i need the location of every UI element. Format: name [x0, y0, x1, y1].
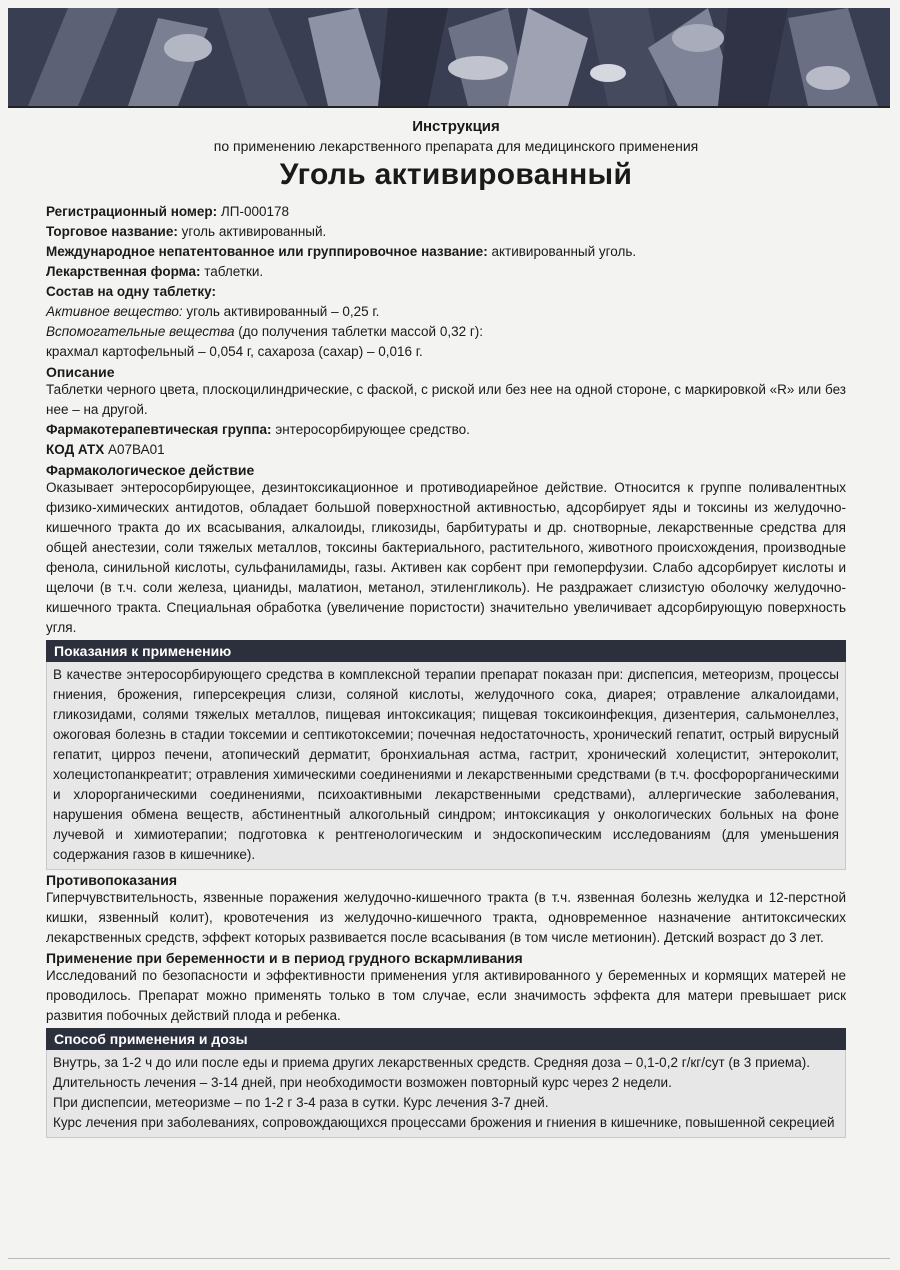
pregnancy-text: Исследований по безопасности и эффективности применения угля активированного у беременных и кормящих матерей не проводилось. Препарат можно применять только в том случае, если значимость эффекта для матери превышает риск развития побочных действий плода и ребенка.	[46, 968, 846, 1023]
excipients-row	[46, 322, 846, 342]
dosage-box	[46, 1050, 846, 1138]
dosage-line: Внутрь, за 1-2 ч до или после еды и приема других лекарственных средств. Средняя доза – 0,1-0,2 г/кг/сут (в 3 приема).	[53, 1055, 810, 1070]
active-value: уголь активированный – 0,25 г.	[182, 304, 380, 319]
inn-label: Международное непатентованное или группировочное название:	[46, 244, 488, 259]
description-text: Таблетки черного цвета, плоскоцилиндрические, с фаской, с риской или без нее на одной стороне, с маркировкой «R» или без нее – на другой.	[46, 382, 846, 417]
contraindications-text: Гиперчувствительность, язвенные поражения желудочно-кишечного тракта (в т.ч. язвенная болезнь желудка и 12-перстной кишки, язвенный колит), кровотечения из желудочно-кишечного тракта, одновременное назначение антитоксических лекарственных средств, эффект которых развивается после всасывания (в том числе метионин). Детский возраст до 3 лет.	[46, 890, 846, 945]
pharm-action-heading: Фармакологическое действие	[46, 462, 255, 478]
indications-heading: Показания к применению	[46, 640, 846, 662]
dosage-form-row	[46, 262, 846, 282]
pharm-group-value: энтеросорбирующее средство.	[271, 422, 470, 437]
drug-name: Уголь активированный	[279, 158, 633, 191]
excipients-value: крахмал картофельный – 0,054 г, сахароза (сахар) – 0,016 г.	[46, 344, 423, 359]
group-info	[46, 420, 846, 460]
document-subtitle: по применению лекарственного препарата для медицинского применения	[213, 138, 699, 154]
excipients-label: Вспомогательные вещества	[46, 324, 235, 339]
dosage-line: Длительность лечения – 3-14 дней, при необходимости возможен повторный курс через 2 недели.	[53, 1075, 672, 1090]
instruction-page	[46, 110, 846, 1138]
reg-value: ЛП-000178	[217, 204, 290, 219]
dosage-line: Курс лечения при заболеваниях, сопровождающихся процессами брожения и гниения в кишечнике, повышенной секрецией	[53, 1115, 835, 1130]
registration-row	[46, 202, 846, 222]
composition-heading	[46, 282, 846, 302]
page-bottom-divider	[8, 1258, 890, 1259]
atc-row	[46, 440, 846, 460]
composition-label: Состав на одну таблетку:	[46, 284, 217, 299]
pharm-action-text: Оказывает энтеросорбирующее, дезинтоксикационное и противодиарейное действие. Относится к группе поливалентных физико-химических антидотов, обладает большой поверхностной активностью, адсорбирует яды и токсины из желудочно-кишечного тракта до их всасывания, алкалоиды, гликозиды, барбитураты и др. снотворные, лекарственные средства для общей анестезии, соли тяжелых металлов, токсины бактериального, растительного, животного происхождения, производные фенола, синильной кислоты, сульфаниламиды, газы. Активен как сорбент при гемоперфузии. Слабо адсорбирует кислоты и щелочи (в т.ч. соли железа, цианиды, малатион, метанол, этиленгликоль). Не раздражает слизистую оболочку желудочно-кишечного тракта. Специальная обработка (увеличение пористости) значительно увеличивает адсорбирующую поверхность угля.	[46, 480, 846, 635]
active-label: Активное вещество:	[46, 304, 183, 319]
description-heading: Описание	[46, 364, 115, 380]
pregnancy-heading: Применение при беременности и в период грудного вскармливания	[46, 950, 523, 966]
reg-label: Регистрационный номер:	[46, 204, 218, 219]
pharm-group-row	[46, 420, 846, 440]
atc-value: А07ВА01	[104, 442, 165, 457]
dosage-line: При диспепсии, метеоризме – по 1-2 г 3-4 раза в сутки. Курс лечения 3-7 дней.	[53, 1095, 549, 1110]
document-title: Инструкция	[412, 118, 500, 135]
trade-label: Торговое название:	[46, 224, 178, 239]
document-header	[176, 118, 736, 192]
indications-box	[46, 662, 846, 870]
inn-row	[46, 242, 846, 262]
trade-value: уголь активированный.	[177, 224, 327, 239]
header-banner-image	[8, 8, 890, 108]
trade-name-row	[46, 222, 846, 242]
indications-text: В качестве энтеросорбирующего средства в комплексной терапии препарат показан при: диспепсия, метеоризм, процессы гниения, брожения, гиперсекреция слизи, соляной кислоты, желудочного сока, диарея; отравление алкалоидами, гликозидами, солями тяжелых металлов, пищевая интоксикация; пищевая токсикоинфекция, дизентерия, сальмонеллез, ожоговая болезнь в стадии токсемии и септикотоксемии; почечная недостаточность, хронический гепатит, острый вирусный гепатит, цирроз печени, атопический дерматит, бронхиальная астма, гастрит, хронический холецистит, энтероколит, холецистопанкреатит; отравления химическими соединениями и лекарственными средствами (в т.ч. фосфорорганическими и хлорорганическими соединениями, психоактивными лекарственными средствами), аллергические заболевания, нарушения обмена веществ, абстинентный алкогольный синдром; интоксикация у онкологических больных на фоне лучевой и химиотерапии; подготовка к рентгенологическим и эндоскопическим исследованиям (для уменьшения содержания газов в кишечнике).	[53, 667, 839, 862]
form-label: Лекарственная форма:	[46, 264, 201, 279]
drug-info	[46, 202, 846, 362]
active-substance-row	[46, 302, 846, 322]
pharm-group-label: Фармакотерапевтическая группа:	[46, 422, 272, 437]
atc-label: КОД АТХ	[46, 442, 105, 457]
form-value: таблетки.	[200, 264, 264, 279]
contraindications-heading: Противопоказания	[46, 872, 178, 888]
dosage-heading: Способ применения и дозы	[46, 1028, 846, 1050]
excipients-note: (до получения таблетки массой 0,32 г):	[234, 324, 484, 339]
inn-value: активированный уголь.	[487, 244, 637, 259]
